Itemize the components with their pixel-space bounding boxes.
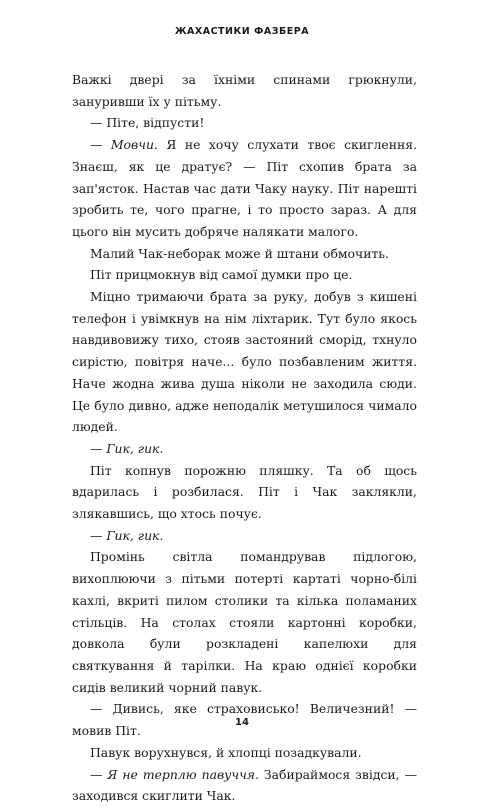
paragraph <box>72 134 417 243</box>
text-run: Важкі двері за їхніми спинами грюкнули, зануривши їх у пітьму. <box>72 72 417 109</box>
paragraph <box>72 546 417 698</box>
paragraph <box>72 264 417 286</box>
paragraph <box>72 525 417 547</box>
page-number: 14 <box>235 717 249 728</box>
text-run: Забираймося звідси, — заходився скиглити Чак. <box>72 766 417 804</box>
italic-text: Гик, гик. <box>106 440 164 456</box>
text-run: — <box>90 527 107 543</box>
paragraph <box>72 243 417 265</box>
text-run: Я не хочу слухати твоє скиглення. Знаєш, як це дратує? — Піт схопив брата за зап'ясток. Настав час дати Чаку науку. Піт нарешті зробить те, чого прагне, і то просто зараз. А для цього він мусить добряче налякати малого. <box>72 137 417 239</box>
text-run: Промінь світла помандрував підлогою, вихоплюючи з пітьми потерті картаті чорно-білі кахлі, вкриті пилом столики та кілька поламаних стільців. На столах стояли картонні коробки, довкола були розкладені капелюхи для святкування й тарілки. На краю однієї коробки сидів великий чорний павук. <box>72 549 417 695</box>
text-run: — <box>90 440 107 456</box>
text-run: Малий Чак-неборак може й штани обмочить. <box>90 245 389 261</box>
paragraph <box>72 286 417 438</box>
running-head: ЖАХАСТИКИ ФАЗБЕРА <box>174 26 310 37</box>
italic-text: Я не терплю павуччя. <box>107 766 259 782</box>
text-run: Міцно тримаючи брата за руку, добув з кишені телефон і увімкнув на нім ліхтарик. Тут було якось навдивовижу тихо, стояв застояний сморід, тхнуло сирістю, повітря наче... було позбавленим життя. Наче жодна жива душа ніколи не заходила сюди. Це було дивно, адже неподалік метушилося чимало людей. <box>72 289 417 435</box>
paragraph <box>72 112 417 134</box>
paragraph <box>72 438 417 460</box>
text-run: Піт прицмокнув від самої думки про це. <box>90 267 353 283</box>
paragraph <box>72 69 417 112</box>
text-run: — Дивись, яке страховисько! Величезний! — мовив Піт. <box>72 701 417 739</box>
paragraph <box>72 742 417 764</box>
italic-text: Мовчи. <box>110 137 158 153</box>
body-text <box>72 69 417 807</box>
text-run: — <box>90 766 108 782</box>
italic-text: Гик, гик. <box>106 527 164 543</box>
paragraph <box>72 460 417 525</box>
text-run: Павук ворухнувся, й хлопці позадкували. <box>90 744 362 760</box>
paragraph <box>72 764 417 807</box>
text-run: Піт копнув порожню пляшку. Та об щось вдарилась і розбилася. Піт і Чак заклякли, злякавшись, що хтось почує. <box>72 462 417 522</box>
text-run: — Піте, відпусти! <box>90 115 205 131</box>
text-run: — <box>90 137 111 153</box>
